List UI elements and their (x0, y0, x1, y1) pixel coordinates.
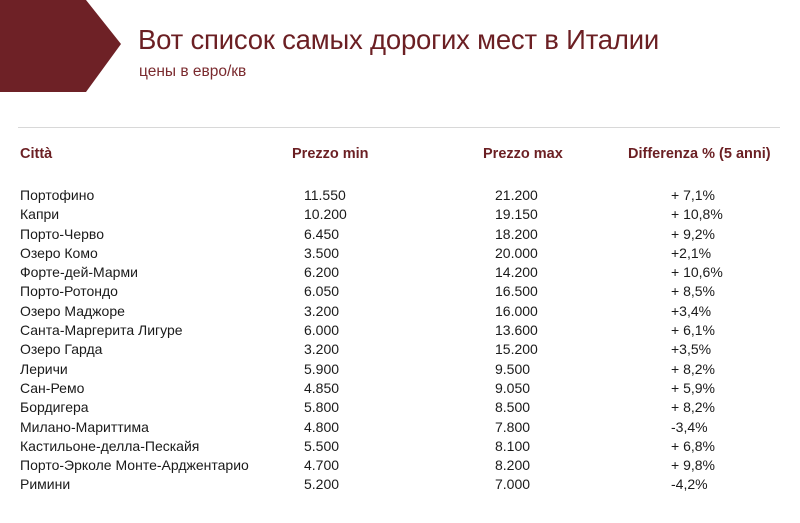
city-cell: Порто-Ротондо (20, 283, 118, 300)
city-cell: Порто-Черво (20, 225, 104, 242)
table-row (0, 244, 800, 263)
header-divider (18, 127, 780, 128)
table-row (0, 437, 800, 456)
price-max-cell: 8.500 (495, 399, 531, 416)
price-min-cell: 5.900 (304, 360, 340, 377)
city-cell: Леричи (20, 360, 68, 377)
price-min-cell: 11.550 (304, 187, 346, 203)
price-min-cell: 3.200 (304, 341, 340, 358)
column-header-price-max: Prezzo max (483, 146, 563, 162)
difference-cell: + 8,2% (671, 360, 715, 377)
price-min-cell: 6.000 (304, 322, 340, 339)
city-cell: Бордигера (20, 399, 89, 416)
price-max-cell: 14.200 (495, 264, 538, 281)
price-max-cell: 8.200 (495, 457, 531, 474)
city-cell: Озеро Гарда (20, 341, 103, 358)
difference-cell: + 8,2% (671, 399, 715, 416)
difference-cell: + 10,8% (671, 206, 723, 223)
price-max-cell: 9.500 (495, 360, 531, 377)
price-min-cell: 6.050 (304, 283, 340, 300)
difference-cell: + 8,5% (671, 283, 715, 300)
table-row (0, 418, 800, 437)
price-min-cell: 6.450 (304, 225, 340, 242)
price-max-cell: 21.200 (495, 187, 538, 203)
page-subtitle: цены в евро/кв (139, 63, 247, 80)
difference-cell: +3,4% (671, 302, 712, 319)
table-row (0, 398, 800, 417)
difference-cell: + 6,1% (671, 322, 715, 339)
difference-cell: + 10,6% (671, 264, 723, 281)
city-cell: Озеро Маджоре (20, 302, 125, 319)
difference-cell: -3,4% (671, 418, 708, 435)
difference-cell: + 7,1% (671, 187, 715, 203)
header-arrow-block (0, 0, 121, 92)
city-cell: Форте-дей-Марми (20, 264, 138, 281)
city-cell: Озеро Комо (20, 244, 98, 261)
price-table (0, 186, 800, 495)
column-header-city: Città (20, 146, 53, 162)
price-min-cell: 6.200 (304, 264, 340, 281)
price-min-cell: 4.850 (304, 379, 340, 396)
table-row (0, 205, 800, 224)
difference-cell: + 6,8% (671, 437, 715, 454)
price-max-cell: 20.000 (495, 244, 538, 261)
price-min-cell: 5.200 (304, 476, 340, 493)
column-header-price-min: Prezzo min (292, 146, 369, 162)
city-cell: Кастильоне-делла-Пескайя (20, 437, 200, 454)
price-max-cell: 13.600 (495, 322, 538, 339)
difference-cell: -4,2% (671, 476, 708, 493)
price-max-cell: 16.000 (495, 302, 538, 319)
table-row (0, 379, 800, 398)
price-max-cell: 18.200 (495, 225, 538, 242)
table-row (0, 263, 800, 282)
price-min-cell: 5.800 (304, 399, 340, 416)
price-max-cell: 9.050 (495, 379, 531, 396)
table-row (0, 456, 800, 475)
city-cell: Сан-Ремо (20, 379, 85, 396)
table-row (0, 475, 800, 494)
price-max-cell: 7.800 (495, 418, 531, 435)
difference-cell: +2,1% (671, 244, 712, 261)
price-max-cell: 7.000 (495, 476, 531, 493)
city-cell: Капри (20, 206, 60, 223)
price-min-cell: 3.200 (304, 302, 340, 319)
price-max-cell: 8.100 (495, 437, 531, 454)
table-row (0, 282, 800, 301)
price-min-cell: 3.500 (304, 244, 340, 261)
table-row (0, 302, 800, 321)
price-min-cell: 5.500 (304, 437, 340, 454)
price-max-cell: 19.150 (495, 206, 538, 223)
city-cell: Римини (20, 476, 71, 493)
price-min-cell: 10.200 (304, 206, 347, 223)
difference-cell: + 9,8% (671, 457, 715, 474)
price-min-cell: 4.800 (304, 418, 340, 435)
difference-cell: +3,5% (671, 341, 712, 358)
table-row (0, 340, 800, 359)
city-cell: Порто-Эрколе Монте-Арджентарио (20, 457, 249, 474)
price-max-cell: 15.200 (495, 341, 538, 358)
city-cell: Милано-Мариттима (20, 418, 149, 435)
table-row (0, 225, 800, 244)
city-cell: Санта-Маргерита Лигуре (20, 322, 183, 339)
difference-cell: + 5,9% (671, 379, 715, 396)
column-header-difference: Differenza % (5 anni) (628, 146, 771, 162)
table-row (0, 360, 800, 379)
table-row (0, 321, 800, 340)
price-min-cell: 4.700 (304, 457, 340, 474)
page-title: Вот список самых дорогих мест в Италии (138, 24, 660, 55)
table-row (0, 186, 800, 205)
price-max-cell: 16.500 (495, 283, 538, 300)
difference-cell: + 9,2% (671, 225, 715, 242)
city-cell: Портофино (20, 187, 95, 203)
